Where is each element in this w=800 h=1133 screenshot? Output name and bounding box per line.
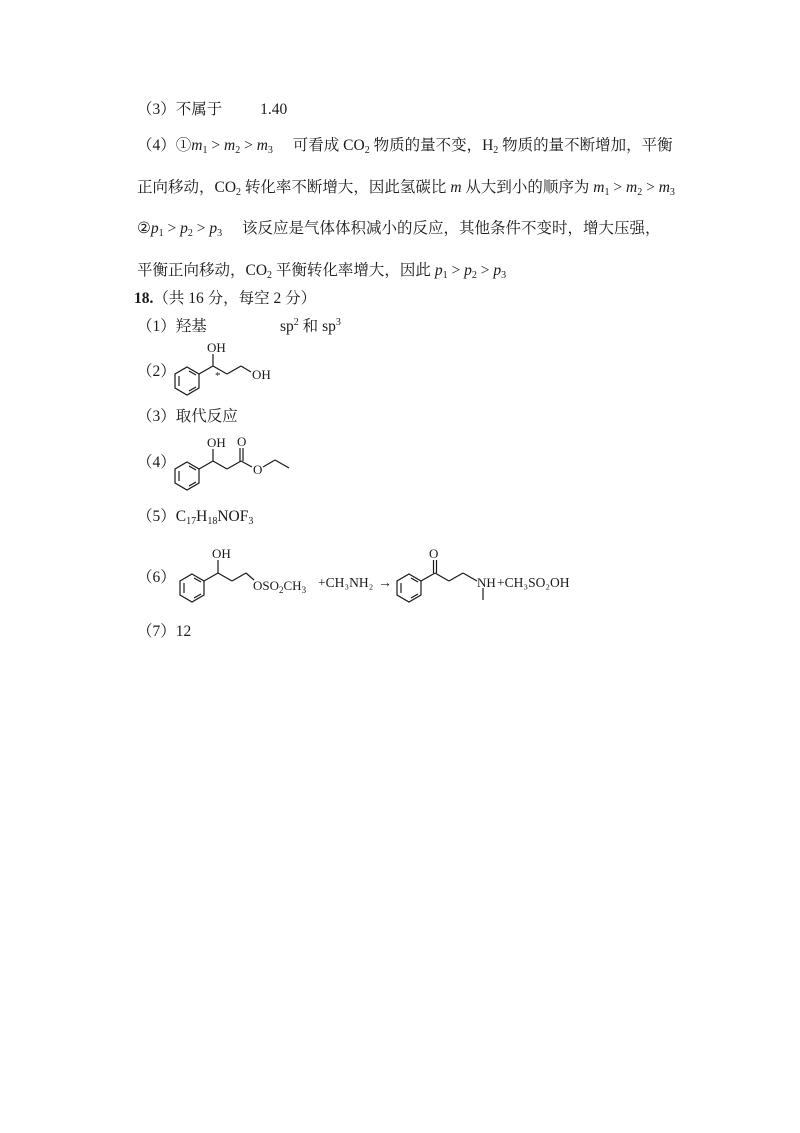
gt-symbol: > [240,137,257,154]
p3-symbol: p [209,220,218,237]
formula-subscript: 18 [207,516,218,527]
p2-symbol: p [464,262,472,279]
explanation-text: 可看成 CO [292,137,365,154]
part-label: （6） [137,569,176,586]
part-label: （1） [137,318,176,335]
explanation-text: 物质的量不断增加，平衡 [498,137,673,154]
gt-symbol: > [447,262,465,279]
reactant-benzene [180,574,204,602]
product-benzene [397,574,421,602]
mesylate-group: $OSO_2CH_3$ [253,578,307,595]
explanation-text: 物质的量不变，H [369,137,494,154]
reagent-methylamine: +CH₃NH₂ [318,575,374,590]
p2-sub: 2 [471,270,477,281]
q17-part4-b-line2 [137,261,506,281]
product-chain [421,560,483,600]
formula-element: C [175,508,187,525]
nh-group: NH [477,575,496,590]
q18-part5 [137,507,253,527]
circled-two: ② [137,220,151,237]
explanation-text: 平衡正向移动，CO [137,262,268,279]
q17-part4-a-line1 [137,136,673,156]
explanation-text: 平衡转化率增大，因此 [272,262,435,279]
q17-part4-a-line2 [137,178,675,198]
question-number: 18. [134,290,154,307]
m1-sub: 1 [202,145,208,156]
explanation-text: 正向移动，CO [137,179,237,196]
answer-text: 不属于 [175,101,223,118]
hyb-sp2: sp [280,318,294,335]
molecular-formula [176,508,254,525]
chiral-star: * [215,370,221,382]
reaction-arrow: → [378,576,392,591]
oh-label: OH [207,340,226,355]
oh-label: OH [212,546,231,561]
m1-symbol: m [191,137,203,154]
oh-label: OH [252,367,271,382]
gt-symbol: > [192,220,210,237]
part-label: （3） [137,101,176,118]
structure-hydroxy-ester [165,430,305,492]
formula-subscript: 3 [248,516,254,527]
h2-sub: 2 [493,145,499,156]
reaction-equation [165,540,605,610]
p1-sub: 1 [442,270,448,281]
oh-label: OH [207,435,226,450]
answer-text: 羟基 [175,318,207,335]
hyb-sp3: sp [322,318,336,335]
answer-value: 12 [175,623,192,640]
p2-symbol: p [180,220,188,237]
score-note: （共 16 分，每空 2 分） [153,290,317,307]
formula-element: H [196,508,208,525]
q18-part3 [137,407,238,427]
part-label: （2） [137,363,176,380]
ketone-o: O [429,546,439,561]
conjunction: 和 [298,318,323,335]
explanation-text: 该反应是气体体积减小的反应，其他条件不变时，增大压强， [242,220,661,237]
part-label: （4） [137,137,176,154]
reactant-chain [204,560,254,581]
p3-symbol: p [493,262,502,279]
benzene-ring [175,367,199,395]
formula-subscript: 17 [186,516,197,527]
p3-sub: 3 [501,270,507,281]
m1-symbol: m [593,179,605,196]
side-chain [199,354,251,374]
co2-sub: 2 [364,145,370,156]
benzene-ring [175,462,199,490]
part-label: （7） [137,623,176,640]
m2-sub: 2 [235,145,241,156]
part-label: （4） [137,454,176,471]
m3-symbol: m [658,179,670,196]
structure-diol [165,335,285,397]
m-symbol: m [450,179,462,196]
co2-sub: 2 [267,270,273,281]
formula-element: NOF [217,508,249,525]
answer-text: 取代反应 [175,408,238,425]
p1-symbol: p [150,220,159,237]
part-label: （5） [137,508,176,525]
q18-part1 [137,317,207,337]
m1-sub: 1 [604,187,610,198]
gt-symbol: > [207,137,224,154]
hyb-sup: 2 [293,317,299,328]
byproduct-methanesulfonic-acid: +CH₃SO₂OH [497,575,570,590]
m2-symbol: m [223,137,236,154]
gt-symbol: > [609,179,626,196]
q17-part4-b-line1 [137,219,661,239]
circled-one: ① [175,137,192,154]
ester-chain [199,448,289,469]
q18-part7 [137,622,191,642]
co2-sub: 2 [236,187,242,198]
p1-symbol: p [434,262,443,279]
answer-value: 1.40 [260,101,288,118]
carbonyl-o: O [237,434,247,449]
m3-sub: 3 [669,187,675,198]
explanation-text: 转化率不断增大，因此氢碳比 [241,179,451,196]
p1-sub: 1 [158,228,164,239]
q17-part3 [137,100,287,120]
p2-sub: 2 [187,228,193,239]
gt-symbol: > [642,179,659,196]
q18-header [134,289,316,309]
p3-sub: 3 [217,228,223,239]
gt-symbol: > [163,220,181,237]
ester-o: O [253,462,263,477]
m3-sub: 3 [267,145,273,156]
m2-sub: 2 [637,187,643,198]
hyb-sup: 3 [335,317,341,328]
explanation-text: 从大到小的顺序为 [461,179,594,196]
part-label: （3） [137,408,176,425]
q18-part1-hybridization [280,317,341,337]
gt-symbol: > [476,262,494,279]
m2-symbol: m [625,179,638,196]
m3-symbol: m [256,137,268,154]
